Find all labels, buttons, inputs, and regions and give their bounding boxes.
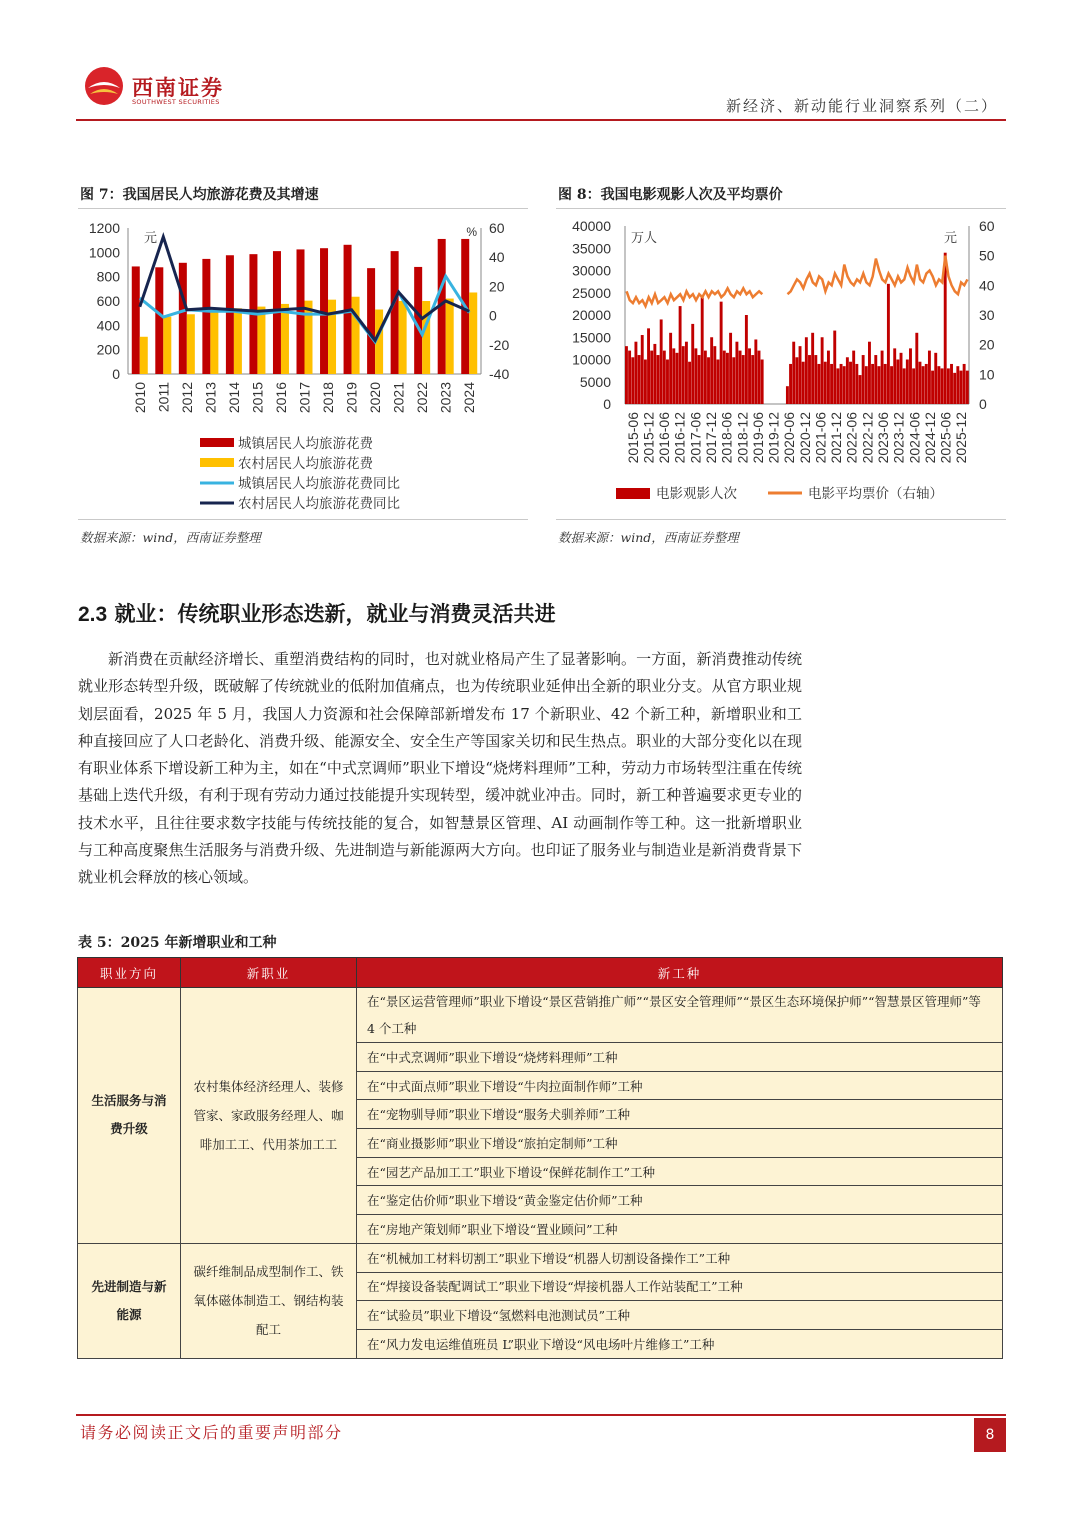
bar-attendance — [694, 348, 697, 404]
x-tick-label: 2023-06 — [875, 412, 891, 464]
new-jobs-table — [77, 957, 1003, 1359]
x-tick-label: 2024-12 — [921, 412, 938, 464]
bar-attendance — [685, 342, 688, 404]
bar-attendance — [963, 364, 966, 404]
bar-attendance — [701, 297, 704, 404]
bar-attendance — [890, 366, 893, 404]
x-tick-label: 2018-06 — [718, 412, 735, 464]
bar-attendance — [877, 366, 880, 404]
y-tick-label-right: 10 — [979, 366, 995, 383]
bar-attendance — [641, 335, 644, 404]
footer-notice: 请务必阅读正文后的重要声明部分 — [80, 1423, 343, 1442]
y-tick-label-right: 40 — [489, 249, 505, 266]
work-type-cell: 在“园艺产品加工工”职业下增设“保鲜花制作工”工种 — [357, 1157, 1003, 1186]
bar-attendance — [960, 371, 963, 404]
bar-attendance — [862, 355, 865, 404]
bar-attendance — [748, 348, 751, 404]
bar-attendance — [647, 328, 650, 404]
y-tick-label-left: 400 — [96, 317, 120, 334]
x-tick-label: 2021-06 — [812, 412, 829, 464]
footer-divider — [76, 1414, 1006, 1416]
bar-attendance — [732, 357, 735, 404]
bar-rural-spend — [305, 301, 313, 374]
x-tick-label: 2022-12 — [859, 412, 876, 464]
bar-attendance — [919, 362, 922, 404]
table-5-title: 表 5：2025 年新增职业和工种 — [78, 935, 277, 951]
bar-attendance — [934, 353, 937, 404]
chart-8 — [556, 212, 1006, 520]
y-tick-label-right: 30 — [979, 307, 995, 323]
y-tick-label-left: 200 — [96, 341, 120, 358]
bar-attendance — [849, 362, 852, 404]
bar-attendance — [634, 342, 637, 404]
y-tick-label-right: 50 — [979, 247, 995, 264]
bar-attendance — [675, 353, 678, 404]
work-type-cell: 在“中式面点师”职业下增设“牛肉拉面制作师”工种 — [357, 1071, 1003, 1100]
bar-attendance — [638, 355, 641, 404]
x-tick-label: 2018-12 — [734, 412, 751, 464]
work-type-cell: 在“宠物驯导师”职业下增设“服务犬驯养师”工种 — [357, 1100, 1003, 1129]
bar-attendance — [887, 284, 890, 404]
bar-rural-spend — [446, 299, 454, 374]
bar-attendance — [742, 355, 745, 404]
table-header-row — [78, 958, 1003, 988]
bar-attendance — [707, 357, 710, 404]
bar-attendance — [761, 360, 764, 405]
new-jobs-cell: 农村集体经济经理人、装修管家、家政服务经理人、咖啡加工工、代用茶加工工 — [181, 988, 357, 1244]
bar-rural-spend — [163, 317, 171, 374]
y-tick-label-right: 0 — [979, 396, 987, 412]
bar-attendance — [631, 357, 634, 404]
bar-attendance — [698, 355, 701, 404]
bar-attendance — [893, 348, 896, 404]
bar-attendance — [704, 351, 707, 404]
bar-attendance — [795, 357, 798, 404]
bar-attendance — [912, 368, 915, 404]
bar-attendance — [859, 375, 862, 404]
figure-7-top-rule — [78, 208, 528, 209]
bar-attendance — [745, 315, 748, 404]
bar-attendance — [865, 366, 868, 404]
bar-rural-spend — [352, 297, 360, 374]
x-tick-label: 2024 — [461, 382, 478, 414]
work-type-cell: 在“风力发电运维值班员 L”职业下增设“风电场叶片维修工”工种 — [357, 1329, 1003, 1358]
right-axis-unit: 元 — [943, 230, 957, 245]
figure-8-bottom-rule — [556, 519, 1006, 520]
bar-attendance — [653, 344, 656, 404]
bar-attendance — [818, 364, 821, 404]
bar-urban-spend — [132, 266, 140, 374]
legend-label: 农村居民人均旅游花费 — [238, 456, 373, 471]
work-type-cell: 在“鉴定估价师”职业下增设“黄金鉴定估价师”工种 — [357, 1186, 1003, 1215]
y-tick-label-right: 60 — [489, 220, 505, 236]
y-tick-label-right: 20 — [489, 278, 505, 295]
x-tick-label: 2025-12 — [953, 412, 970, 464]
work-type-cell: 在“焊接设备装配调试工”职业下增设“焊接机器人工作站装配工”工种 — [357, 1272, 1003, 1301]
x-tick-label: 2014 — [225, 382, 242, 414]
x-tick-label: 2015-06 — [624, 412, 641, 464]
y-tick-label-right: 20 — [979, 336, 995, 353]
bar-urban-spend — [367, 268, 375, 374]
bar-attendance — [843, 366, 846, 404]
section-body-paragraph: 新消费在贡献经济增长、重塑消费结构的同时，也对就业格局产生了显著影响。一方面，新消费推动传统就业形态转型升级，既破解了传统就业的低附加值痛点，也为传统职业延伸出全新的职业分支。从官方职业规划层面看，2025 年 5 月，我国人力资源和社会保障部新增发布 17 个新职业、42 个新工种，新增职业和工种直接回应了人口老龄化、消费升级、能源安全、安全生产等国家关切和民生热点。职业的大部分变化以在现有职业体系下增设新工种为主，如在“中式烹调师”职业下增设“烧烤料理师”工种，劳动力市场转型注重在传统基础上迭代升级，有利于现有劳动力通过技能提升实现转型，缓冲就业冲击。同时，新工种普遍要求更专业的技术水平，且往往要求数字技能与传统技能的复合，如智慧景区管理、AI 动画制作等工种。这一批新增职业与工种高度聚焦生活服务与消费升级、先进制造与新能源两大方向。也印证了服务业与制造业是新消费背景下就业机会释放的核心领域。 — [78, 650, 802, 887]
logo-subtext: SOUTHWEST SECURITIES — [132, 98, 220, 106]
y-tick-label-left: 35000 — [572, 240, 611, 257]
x-tick-label: 2020 — [367, 382, 384, 414]
bar-attendance — [840, 364, 843, 404]
legend-label: 城镇居民人均旅游花费 — [238, 436, 373, 451]
bar-attendance — [799, 346, 802, 404]
bar-attendance — [909, 348, 912, 404]
y-tick-label-left: 10000 — [572, 351, 611, 368]
bar-attendance — [713, 346, 716, 404]
bar-attendance — [669, 333, 672, 404]
bar-urban-spend — [202, 259, 210, 374]
report-series-title: 新经济、新动能行业洞察系列（二） — [725, 97, 998, 115]
bar-urban-spend — [155, 267, 163, 374]
header-direction: 职业方向 — [78, 958, 181, 988]
x-tick-label: 2020-12 — [796, 412, 813, 464]
bar-rural-spend — [257, 307, 265, 374]
bar-attendance — [830, 364, 833, 404]
bar-attendance — [650, 351, 653, 404]
bar-attendance — [836, 368, 839, 404]
bar-attendance — [827, 351, 830, 404]
bar-attendance — [941, 368, 944, 404]
x-tick-label: 2017-06 — [687, 412, 704, 464]
x-tick-label: 2018 — [320, 382, 337, 414]
bar-attendance — [644, 360, 647, 405]
bar-attendance — [802, 362, 805, 404]
work-type-cell: 在“中式烹调师”职业下增设“烧烤料理师”工种 — [357, 1043, 1003, 1072]
bar-attendance — [723, 351, 726, 404]
bar-attendance — [726, 353, 729, 404]
bar-attendance — [625, 346, 628, 404]
y-tick-label-right: 0 — [489, 307, 497, 324]
page-number: 8 — [974, 1418, 1006, 1452]
logo-text: 西南证券 — [132, 75, 224, 100]
work-type-cell: 在“房地产策划师”职业下增设“置业顾问”工种 — [357, 1215, 1003, 1244]
left-axis-unit: 元 — [144, 230, 158, 245]
y-tick-label-left: 20000 — [572, 307, 611, 323]
x-tick-label: 2022-06 — [843, 412, 860, 464]
y-tick-label-left: 800 — [96, 268, 120, 285]
bar-rural-spend — [399, 301, 407, 374]
bar-rural-spend — [234, 308, 242, 374]
x-tick-label: 2019 — [343, 382, 360, 414]
bar-attendance — [672, 348, 675, 404]
x-tick-label: 2017 — [296, 382, 313, 414]
bar-attendance — [710, 337, 713, 404]
x-tick-label: 2023-12 — [890, 412, 907, 464]
bar-attendance — [758, 351, 761, 404]
work-type-cell: 在“景区运营管理师”职业下增设“景区营销推广师”“景区安全管理师”“景区生态环境保护师”“智慧景区管理师”等 4 个工种 — [357, 988, 1003, 1043]
header-new-work-types: 新工种 — [357, 958, 1003, 988]
bar-rural-spend — [281, 304, 289, 374]
x-tick-label: 2015-12 — [640, 412, 657, 464]
bar-attendance — [833, 331, 836, 404]
figure-8-top-rule — [556, 208, 1006, 209]
legend-swatch — [200, 438, 234, 447]
legend-swatch — [616, 488, 650, 499]
y-tick-label-left: 15000 — [572, 329, 611, 346]
section-title: 就业：传统职业形态迭新，就业与消费灵活共进 — [114, 601, 556, 626]
legend-label: 农村居民人均旅游花费同比 — [238, 496, 400, 511]
bar-attendance — [628, 351, 631, 404]
bar-attendance — [814, 355, 817, 404]
x-tick-label: 2016-06 — [656, 412, 673, 464]
x-tick-label: 2020-06 — [781, 412, 798, 464]
x-tick-label: 2016-12 — [671, 412, 688, 464]
bar-rural-spend — [187, 314, 195, 374]
table-row — [78, 1243, 1003, 1272]
bar-rural-spend — [328, 300, 336, 374]
figure-8-source: 数据来源：wind，西南证券整理 — [558, 530, 739, 545]
bar-attendance — [754, 339, 757, 404]
work-type-cell: 在“商业摄影师”职业下增设“旅拍定制师”工种 — [357, 1129, 1003, 1158]
bar-attendance — [903, 368, 906, 404]
x-tick-label: 2013 — [202, 382, 219, 414]
line-ticket-price — [788, 256, 968, 295]
bar-attendance — [896, 360, 899, 405]
x-tick-label: 2025-06 — [937, 412, 954, 464]
y-tick-label-left: 1000 — [88, 244, 120, 261]
bar-attendance — [966, 371, 969, 404]
x-tick-label: 2016 — [272, 382, 289, 414]
bar-attendance — [925, 364, 928, 404]
bar-attendance — [824, 362, 827, 404]
y-tick-label-left: 0 — [112, 366, 120, 382]
work-type-cell: 在“试验员”职业下增设“氢燃料电池测试员”工种 — [357, 1301, 1003, 1330]
bar-attendance — [956, 366, 959, 404]
x-tick-label: 2019-06 — [749, 412, 766, 464]
y-tick-label-left: 25000 — [572, 284, 611, 301]
bar-attendance — [922, 366, 925, 404]
bar-attendance — [811, 333, 814, 404]
bar-attendance — [855, 364, 858, 404]
company-logo-icon — [84, 66, 124, 106]
bar-urban-spend — [226, 255, 234, 374]
bar-attendance — [792, 342, 795, 404]
x-tick-label: 2022 — [414, 382, 431, 414]
direction-cell: 先进制造与新能源 — [78, 1243, 181, 1358]
right-axis-unit: % — [466, 225, 477, 239]
x-tick-label: 2021 — [390, 382, 407, 414]
new-jobs-cell: 碳纤维制品成型制作工、铁氧体磁体制造工、钢结构装配工 — [181, 1243, 357, 1358]
work-type-cell: 在“机械加工材料切割工”职业下增设“机器人切割设备操作工”工种 — [357, 1243, 1003, 1272]
bar-attendance — [666, 360, 669, 405]
x-tick-label: 2012 — [178, 382, 195, 414]
bar-rural-spend — [469, 292, 477, 374]
x-tick-label: 2010 — [131, 382, 148, 414]
bar-attendance — [688, 362, 691, 404]
bar-attendance — [735, 342, 738, 404]
y-tick-label-right: -20 — [489, 336, 510, 353]
bar-attendance — [906, 360, 909, 405]
section-heading — [78, 598, 556, 628]
y-tick-label-left: 0 — [603, 396, 611, 412]
bar-attendance — [953, 373, 956, 404]
figure-7-bottom-rule — [78, 519, 528, 520]
bar-urban-spend — [391, 251, 399, 374]
bar-attendance — [751, 355, 754, 404]
y-tick-label-right: 60 — [979, 218, 995, 234]
bar-attendance — [937, 366, 940, 404]
bar-urban-spend — [297, 249, 305, 374]
bar-attendance — [950, 364, 953, 404]
bar-rural-spend — [210, 311, 218, 374]
legend-label: 城镇居民人均旅游花费同比 — [238, 476, 400, 491]
bar-attendance — [915, 333, 918, 404]
figure-7-source: 数据来源：wind，西南证券整理 — [80, 530, 261, 545]
bar-attendance — [657, 355, 660, 404]
section-number: 2.3 — [78, 603, 108, 626]
bar-attendance — [928, 351, 931, 404]
legend-swatch — [200, 458, 234, 467]
bar-attendance — [717, 360, 720, 405]
bar-attendance — [691, 324, 694, 404]
y-tick-label-left: 40000 — [572, 218, 611, 234]
direction-cell: 生活服务与消费升级 — [78, 988, 181, 1244]
bar-attendance — [881, 351, 884, 404]
bar-attendance — [846, 357, 849, 404]
x-tick-label: 2017-12 — [703, 412, 719, 464]
figure-7-title: 图 7：我国居民人均旅游花费及其增速 — [80, 187, 319, 203]
bar-attendance — [874, 355, 877, 404]
y-tick-label-left: 5000 — [579, 373, 611, 390]
bar-attendance — [789, 364, 792, 404]
table-row — [78, 988, 1003, 1043]
figure-8-title: 图 8：我国电影观影人次及平均票价 — [558, 187, 783, 203]
x-tick-label: 2019-12 — [765, 412, 782, 464]
bar-attendance — [808, 355, 811, 404]
bar-attendance — [805, 337, 808, 404]
bar-attendance — [947, 368, 950, 404]
header-divider — [76, 119, 1006, 121]
legend-label: 电影观影人次 — [656, 486, 737, 501]
x-tick-label: 2024-06 — [906, 412, 923, 464]
y-tick-label-right: 40 — [979, 277, 995, 294]
bar-urban-spend — [179, 263, 187, 374]
y-tick-label-left: 1200 — [88, 220, 120, 236]
header-new-jobs: 新职业 — [181, 958, 357, 988]
x-tick-label: 2011 — [155, 382, 172, 413]
y-tick-label-left: 30000 — [572, 262, 611, 279]
x-tick-label: 2015 — [249, 382, 266, 414]
bar-rural-spend — [140, 337, 148, 374]
bar-attendance — [868, 342, 871, 404]
bar-attendance — [852, 351, 855, 404]
bar-attendance — [682, 346, 685, 404]
bar-attendance — [931, 371, 934, 404]
y-tick-label-left: 600 — [96, 293, 120, 309]
bar-attendance — [871, 364, 874, 404]
bar-attendance — [821, 337, 824, 404]
bar-attendance — [884, 364, 887, 404]
left-axis-unit: 万人 — [631, 230, 658, 245]
bar-attendance — [739, 351, 742, 404]
bar-attendance — [663, 351, 666, 404]
x-tick-label: 2023 — [437, 382, 454, 414]
bar-attendance — [679, 306, 682, 404]
bar-attendance — [660, 319, 663, 404]
bar-attendance — [729, 333, 732, 404]
line-ticket-price — [627, 288, 763, 306]
legend-label: 电影平均票价（右轴） — [808, 486, 943, 501]
bar-attendance — [900, 353, 903, 404]
bar-attendance — [786, 386, 789, 404]
x-tick-label: 2021-12 — [828, 412, 845, 464]
chart-7 — [78, 212, 528, 520]
bar-attendance — [720, 302, 723, 404]
y-tick-label-right: -40 — [489, 366, 510, 382]
